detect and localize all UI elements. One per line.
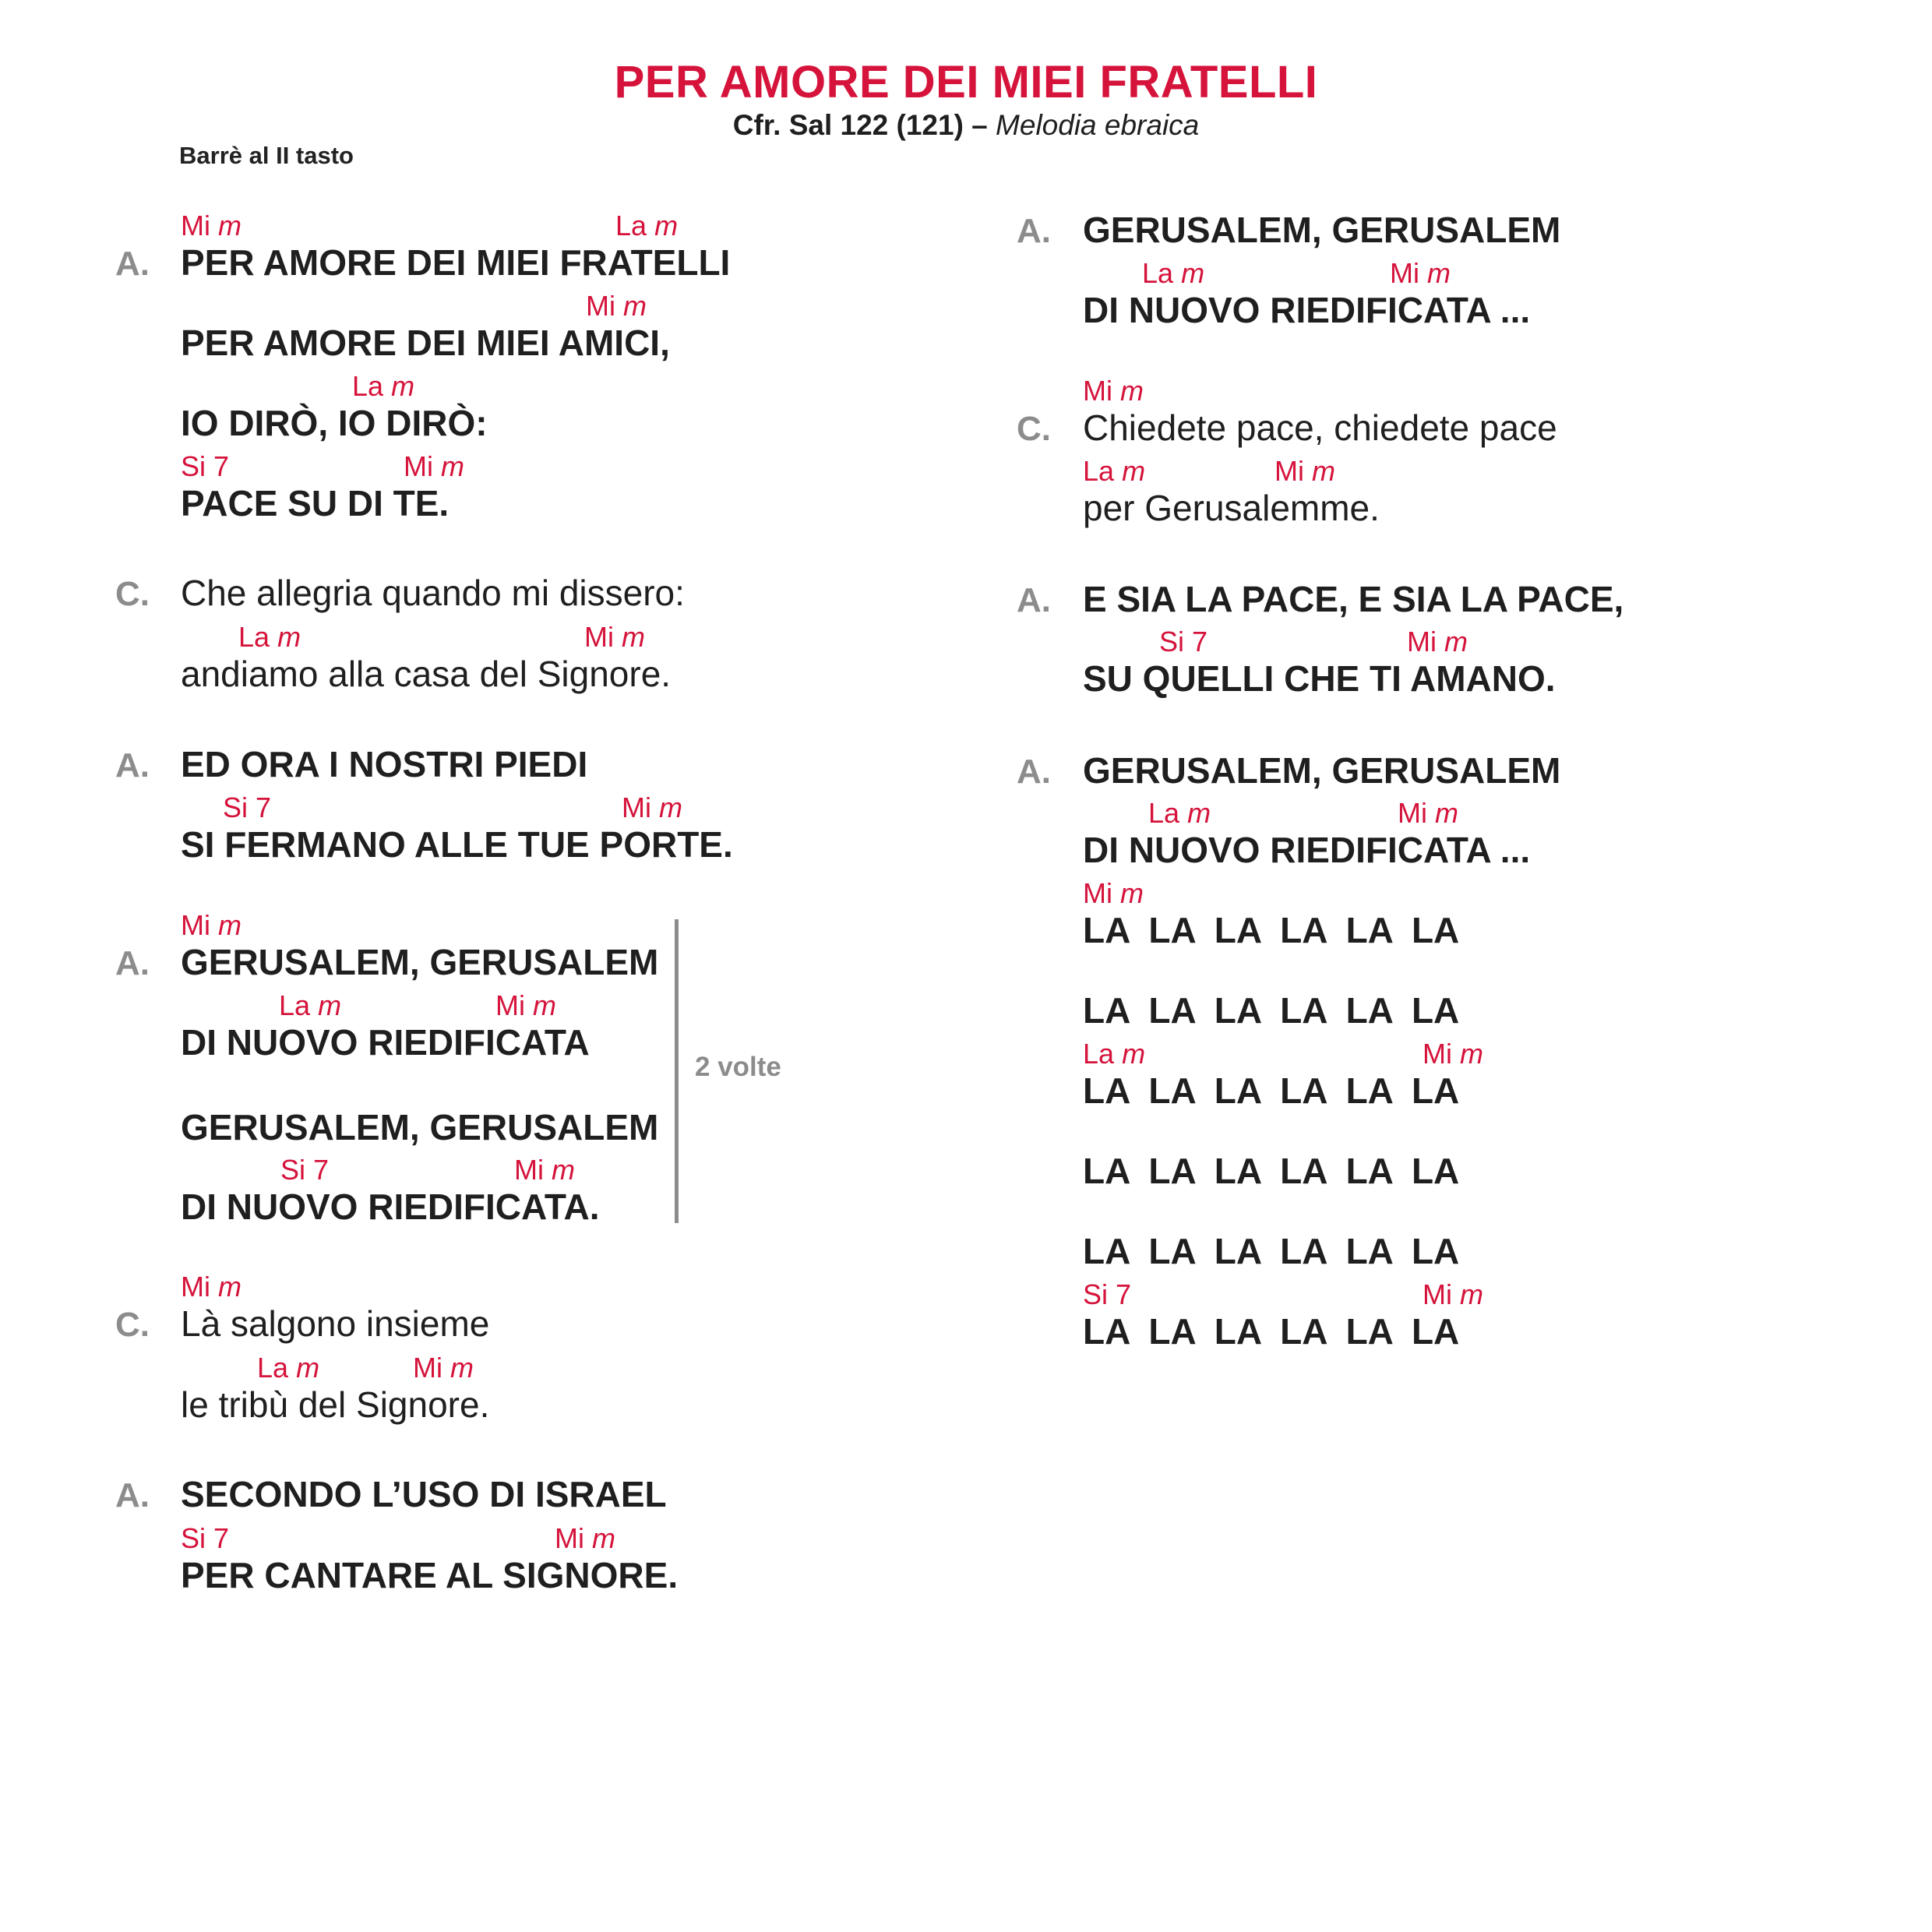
lyric-line: PER AMORE DEI MIEI FRATELLI <box>181 242 731 283</box>
chord: Si 7 <box>1083 1278 1132 1310</box>
chord: Mi m <box>181 1271 242 1303</box>
lyric-line: LA LA LA LA LA LA <box>1083 1151 1460 1191</box>
chord: La m <box>1083 1038 1146 1070</box>
chord: La m <box>257 1352 320 1384</box>
chord: Mi m <box>181 210 242 242</box>
chord: Mi m <box>1083 877 1144 909</box>
stanza-tag: A. <box>1017 212 1051 250</box>
chord: Mi m <box>586 290 647 322</box>
subtitle-melody: Melodia ebraica <box>996 109 1200 141</box>
lyric-line: PACE SU DI TE. <box>181 483 450 524</box>
lyric-line: per Gerusalemme. <box>1083 488 1380 528</box>
chord: La m <box>1142 257 1205 289</box>
chord: Si 7 <box>223 791 272 823</box>
lyric-line: E SIA LA PACE, E SIA LA PACE, <box>1083 579 1624 619</box>
lyric-line: DI NUOVO RIEDIFICATA <box>181 1022 590 1063</box>
capo-note: Barrè al II tasto <box>179 142 354 169</box>
stanza-tag: A. <box>115 746 150 784</box>
lyric-line: SI FERMANO ALLE TUE PORTE. <box>181 824 733 865</box>
chord: Mi m <box>1083 375 1144 407</box>
chord: Mi m <box>1274 455 1336 487</box>
chord: La m <box>352 370 415 402</box>
subtitle-source: Cfr. Sal 122 (121) – <box>732 109 996 141</box>
lyric-line: andiamo alla casa del Signore. <box>181 654 672 694</box>
lyric-line: LA LA LA LA LA LA <box>1083 1070 1460 1111</box>
lyric-line: DI NUOVO RIEDIFICATA ... <box>1083 830 1531 870</box>
lyric-line: LA LA LA LA LA LA <box>1083 1231 1460 1271</box>
chord: Si 7 <box>181 450 230 482</box>
lyric-line: SECONDO L’USO DI ISRAEL <box>181 1474 667 1514</box>
lyric-line: PER CANTARE AL SIGNORE. <box>181 1555 679 1595</box>
chord: Mi m <box>584 621 646 653</box>
lyric-line: Chiedete pace, chiedete pace <box>1083 407 1557 448</box>
chord: Mi m <box>1390 257 1451 289</box>
lyric-line: LA LA LA LA LA LA <box>1083 910 1460 950</box>
stanza-tag: A. <box>115 944 150 982</box>
repeat-label: 2 volte <box>695 1052 781 1082</box>
chord: La m <box>615 210 679 242</box>
stanza-tag: C. <box>115 575 150 613</box>
lyric-line: GERUSALEM, GERUSALEM <box>181 1107 659 1148</box>
chord: Si 7 <box>280 1154 330 1186</box>
lyric-line: GERUSALEM, GERUSALEM <box>181 942 659 982</box>
lyric-line: LA LA LA LA LA LA <box>1083 990 1460 1031</box>
stanza-tag: A. <box>1017 581 1051 619</box>
song-title: PER AMORE DEI MIEI FRATELLI <box>614 57 1318 108</box>
chord: Si 7 <box>181 1522 230 1554</box>
lyric-line: Là salgono insieme <box>181 1303 490 1344</box>
stanza-tag: C. <box>1017 410 1051 448</box>
lyric-line: GERUSALEM, GERUSALEM <box>1083 210 1561 250</box>
stanza-tag: A. <box>115 245 150 283</box>
lyric-line: IO DIRÒ, IO DIRÒ: <box>181 403 488 443</box>
chord: Mi m <box>622 791 683 823</box>
lyric-line: SU QUELLI CHE TI AMANO. <box>1083 658 1556 699</box>
stanza-tag: C. <box>115 1306 150 1344</box>
lyric-line: PER AMORE DEI MIEI AMICI, <box>181 323 670 363</box>
lyric-line: le tribù del Signore. <box>181 1384 490 1425</box>
repeat-bracket <box>675 919 679 1223</box>
chord: La m <box>279 989 342 1021</box>
lyric-line: GERUSALEM, GERUSALEM <box>1083 750 1561 791</box>
chord: Mi m <box>495 989 557 1021</box>
chord: Mi m <box>1398 797 1459 829</box>
chord: Mi m <box>1407 626 1468 658</box>
lyric-line: Che allegria quando mi dissero: <box>181 573 685 613</box>
chord: Mi m <box>1423 1278 1484 1310</box>
chord: Mi m <box>555 1522 616 1554</box>
chord: La m <box>1083 455 1146 487</box>
lyric-line: ED ORA I NOSTRI PIEDI <box>181 744 588 784</box>
song-subtitle <box>0 109 1932 142</box>
chord: Mi m <box>181 909 242 941</box>
chord: La m <box>1148 797 1211 829</box>
chord: Mi m <box>413 1352 474 1384</box>
stanza-tag: A. <box>1017 753 1051 791</box>
lyric-line: DI NUOVO RIEDIFICATA ... <box>1083 290 1531 330</box>
chord: Mi m <box>1423 1038 1484 1070</box>
chord: Mi m <box>514 1154 576 1186</box>
chord: Si 7 <box>1159 626 1208 658</box>
chord: La m <box>238 621 301 653</box>
stanza-tag: A. <box>115 1476 150 1514</box>
lyric-line: DI NUOVO RIEDIFICATA. <box>181 1186 600 1227</box>
lyric-line: LA LA LA LA LA LA <box>1083 1311 1460 1352</box>
chord: Mi m <box>404 450 465 482</box>
